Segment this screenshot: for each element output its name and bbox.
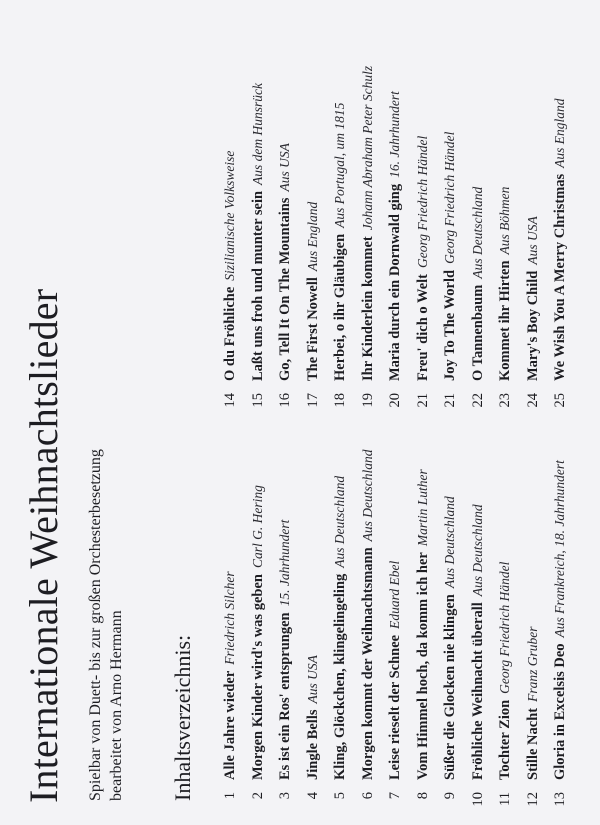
toc-entry-number: 24	[524, 393, 541, 408]
toc-entry	[250, 66, 278, 415]
toc-entry	[415, 66, 443, 415]
toc-entry-song: Herbei, o ihr Gläubigen	[332, 233, 348, 381]
toc-entry	[442, 66, 470, 415]
toc-entry	[497, 449, 525, 813]
toc-entry	[415, 449, 443, 813]
toc-entry-number: 25	[552, 393, 568, 408]
toc-entry-origin: Aus Deutschland	[442, 496, 457, 589]
toc-entry-origin: Aus USA	[277, 143, 292, 192]
toc-entry-song: Alle Jahre wieder	[222, 670, 238, 780]
toc-entry-origin: Johann Abraham Peter Schulz	[359, 65, 375, 231]
toc-entry	[387, 66, 415, 415]
toc-entry-number: 2	[249, 792, 266, 800]
toc-entry-origin: Aus USA	[524, 216, 540, 265]
toc-entry-song: O Tannenbaum	[469, 284, 486, 381]
toc-entry-song: Go, Tell It On The Mountains	[277, 197, 293, 381]
subtitle-line: bearbeitet von Arno Hermann	[108, 610, 125, 801]
toc-entry-number: 8	[414, 792, 431, 800]
toc-column-right	[222, 66, 580, 415]
toc-entry-number: 23	[497, 393, 513, 408]
toc-entry-origin: Aus Deutschland	[359, 449, 375, 542]
toc-entry-origin: 16. Jahrhundert	[387, 91, 402, 178]
toc-entry-number: 11	[497, 792, 513, 806]
toc-entry-song: Jingle Bells	[304, 709, 321, 780]
toc-entry-origin: Aus England	[304, 201, 320, 272]
toc-entry	[525, 449, 553, 813]
subtitle-block	[85, 449, 127, 801]
toc-entry	[470, 66, 498, 415]
toc-entry-song: Joy To The World	[442, 269, 458, 381]
toc-entry-song: Vom Himmel hoch, da komm ich her	[414, 552, 431, 780]
page-title: Internationale Weihnachtslieder	[21, 288, 66, 803]
toc-entry-origin: Aus Deutschland	[469, 186, 485, 279]
toc-column-left	[222, 449, 580, 813]
toc-entry	[525, 66, 553, 415]
toc-entry-song: Maria durch ein Dornwald ging	[387, 183, 403, 381]
toc-entry-song: Freu' dich o Welt	[414, 273, 431, 381]
toc-entry	[360, 66, 388, 415]
toc-entry-song: Tochter Zion	[497, 699, 513, 780]
toc-heading: Inhaltsverzeichnis:	[170, 634, 195, 801]
toc-entry	[497, 66, 525, 415]
toc-entry-song: Fröhliche Weihnacht überall	[469, 602, 486, 780]
toc-entry-song: The First Nowell	[304, 277, 321, 381]
toc-entry	[277, 449, 305, 813]
toc-entry-number: 19	[359, 393, 376, 408]
toc-entry-number: 12	[524, 792, 541, 807]
toc-entry-origin: Georg Friedrich Händel	[497, 561, 512, 694]
toc-entry-number: 7	[387, 792, 403, 800]
toc-entry-number: 14	[222, 393, 238, 408]
toc-entry-number: 3	[277, 792, 293, 800]
toc-entry	[277, 66, 305, 415]
toc-entry-origin: Aus England	[552, 98, 567, 168]
toc-entry	[552, 449, 580, 813]
toc-entry-song: Kling, Glöckchen, klingelingeling	[332, 573, 348, 780]
toc-entry-song: Es ist ein Ros' entsprungen	[277, 612, 293, 780]
toc-entry-number: 10	[469, 792, 486, 807]
toc-entry-origin: Georg Friedrich Händel	[442, 131, 457, 264]
toc-entry	[442, 449, 470, 813]
toc-entry-number: 16	[277, 393, 293, 408]
toc-entry-number: 22	[469, 393, 486, 408]
toc-entry-number: 5	[332, 792, 348, 800]
toc-entry-number: 4	[304, 792, 321, 800]
toc-entry-number: 6	[359, 792, 376, 800]
toc-entry-song: Stille Nacht	[524, 707, 541, 780]
toc-entry-origin: Eduard Ebel	[387, 560, 402, 629]
toc-entry	[305, 449, 333, 813]
toc-entry-song: Leise rieselt der Schnee	[387, 634, 403, 780]
toc-entry-song: Ihr Kinderlein kommet	[359, 236, 376, 381]
toc-entry-origin: Aus Deutschland	[332, 475, 347, 568]
toc-entry-origin: Franz Gruber	[524, 626, 540, 702]
toc-entry-origin: Georg Friedrich Händel	[414, 135, 430, 268]
toc-entry	[552, 66, 580, 415]
toc-entry-number: 13	[552, 792, 568, 807]
toc-entry-number: 17	[304, 393, 321, 408]
toc-entry-origin: Aus Portugal, um 1815	[332, 102, 347, 228]
toc-entry	[305, 66, 333, 415]
toc-entry-number: 1	[222, 792, 238, 800]
toc-entry-origin: Aus USA	[304, 655, 320, 704]
toc-entry-number: 20	[387, 393, 403, 408]
toc-entry-number: 9	[442, 792, 458, 800]
toc-entry-number: 21	[414, 393, 431, 408]
toc-entry-song: Laßt uns froh und munter sein	[249, 190, 266, 381]
toc-entry-number: 21	[442, 393, 458, 408]
toc-entry-origin: Aus Böhmen	[497, 186, 512, 255]
toc-entry	[250, 449, 278, 813]
toc-entry	[332, 449, 360, 813]
subtitle-line: Spielbar von Duett- bis zur großen Orchesterbesetzung	[87, 449, 104, 801]
toc-entry	[222, 449, 250, 813]
toc-entry-origin: Friedrich Silcher	[222, 571, 237, 665]
toc-entry	[470, 449, 498, 813]
toc-entry-number: 15	[249, 393, 266, 408]
toc-entry	[387, 449, 415, 813]
toc-entry-origin: Martin Luther	[414, 469, 430, 547]
toc-entry-origin: Aus Frankreich, 18. Jahrhundert	[552, 460, 567, 638]
toc-entry-song: We Wish You A Merry Christmas	[552, 173, 568, 381]
toc-entry-number: 18	[332, 393, 348, 408]
toc-entry-origin: Aus Deutschland	[469, 504, 485, 597]
toc-entry-song: Kommet ihr Hirten	[497, 260, 513, 381]
toc-entry-song: Gloria in Excelsis Deo	[552, 643, 568, 780]
toc-entry-song: O du Fröhliche	[222, 286, 238, 381]
toc-entry-song: Morgen Kinder wird's was geben	[249, 574, 266, 780]
toc-entry-song: Mary's Boy Child	[524, 270, 541, 381]
toc-entry	[360, 449, 388, 813]
toc-entry-song: Süßer die Glocken nie klingen	[442, 594, 458, 780]
toc-entry	[222, 66, 250, 415]
toc-entry-origin: Carl G. Hering	[249, 485, 265, 569]
toc-entry-origin: Aus dem Hunsrück	[249, 82, 265, 185]
toc-entry-song: Morgen kommt der Weihnachtsmann	[359, 547, 376, 780]
toc-entry	[332, 66, 360, 415]
toc-entry-origin: Sizilianische Volksweise	[222, 150, 237, 281]
toc-entry-origin: 15. Jahrhundert	[277, 519, 292, 607]
